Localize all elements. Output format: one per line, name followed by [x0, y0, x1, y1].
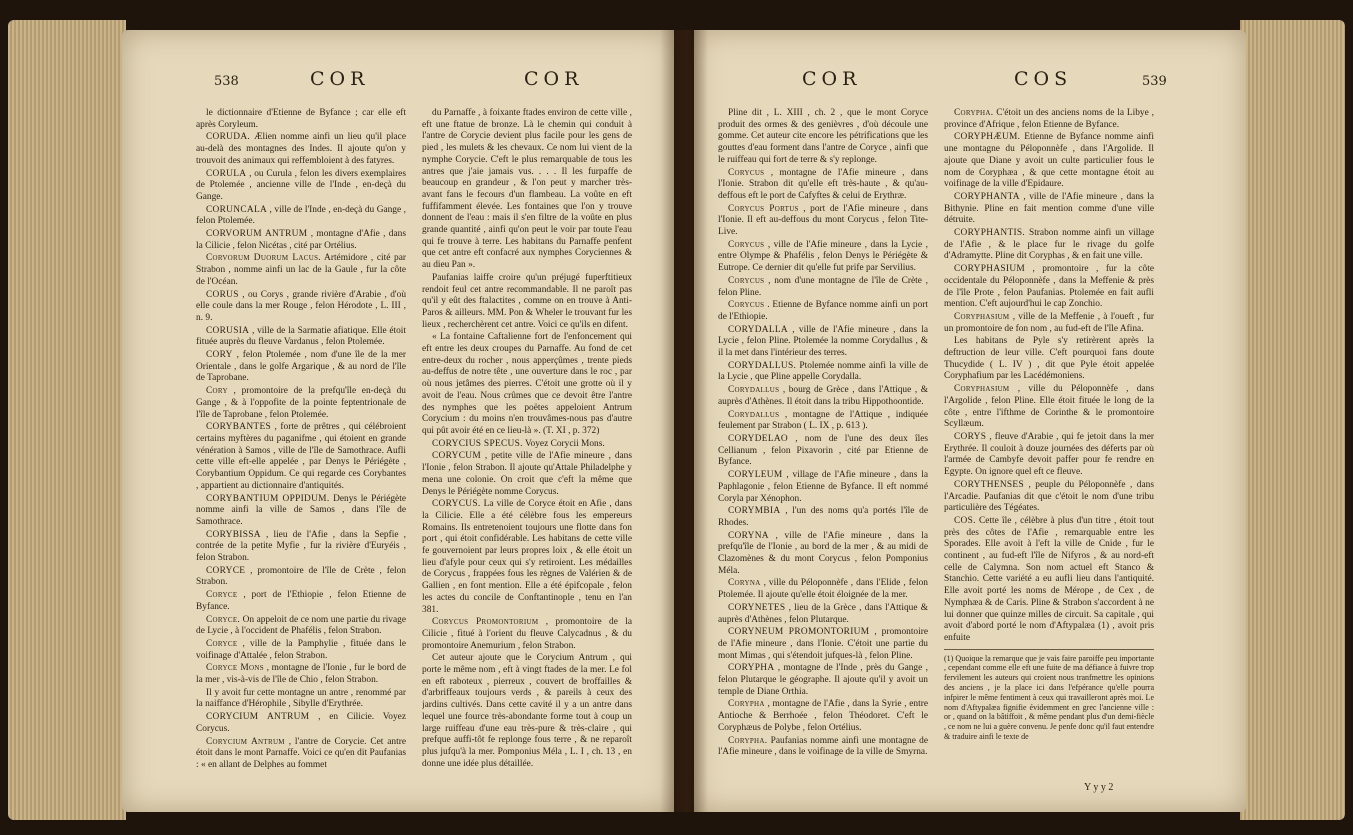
entry-text: Pline dit , L. XIII , ch. 2 , que le mont Coryce produit des ormes & des genièvres , d'où découle une gomme. Cet auteur cite encore les pétrifications que les gouttes d'eau forment dans l'antre de Coryce , ainfi que le ruiffeau qui fort de terre & s'y replonge.: [718, 108, 928, 165]
dictionary-entry: [422, 499, 632, 616]
dictionary-entry: [718, 434, 928, 469]
dictionary-entry: [718, 699, 928, 734]
entry-headword: CORYDALLUS.: [728, 360, 797, 371]
entry-headword: CORYCUS.: [432, 499, 481, 510]
entry-text: , felon Ptolemée , nom d'une île de la mer Orientale , dans le golfe Argarique , & au nord de l'île de Taprobane.: [196, 350, 406, 384]
dictionary-entry: [718, 276, 928, 299]
entry-headword: CORYPHASIUM: [954, 264, 1026, 275]
dictionary-entry: [944, 108, 1154, 131]
left-page-column-1: [196, 108, 406, 796]
entry-headword: CORYDELAO: [728, 433, 788, 444]
dictionary-entry: [196, 615, 406, 638]
entry-text: Denys le Périégète nomme ainfi la ville de Samos , dans l'île de Samothrace.: [196, 493, 406, 527]
dictionary-entry: [718, 385, 928, 408]
dictionary-entry: [718, 361, 928, 384]
footnote: (1) Quoique la remarque que je vais faire paroiffe peu importante , cependant comme elle eft une fuite de ma défiance à fuivre trop fervilement les auteurs qui croient nous tranfmettre les opinions des anciens , je la place ici dans l'efpérance qu'elle pourra infpirer le même fentiment à ceux qui travailleront après moi. Le nom d'Aftypalæa fignifie évidemment en grec l'ancienne ville : or , quand on la bâtiffoit , & même pendant plus d'un demi-fiècle , ce nom ne lui a guère convenu. Je penfe donc qu'il faut entendre & traduire ainfi le texte de: [944, 649, 1154, 742]
entry-text: Cette île , célèbre à plus d'un titre , étoit tout près des côtes de l'Afie , remarquable entre les Sporades. Elle avoit à l'eft la ville de Cnide , fur le continent , au fud-eft l'île de Nifyros , & au nord-eft celle de Calymna. Son nom actuel eft Stanco & Stanchio. Cette variété a eu aufli lieu dans l'antiquité. Elle avoit porté les noms de Mérope , de Cex , de Nymphæa & de Caris. Pline & Strabon s'accordent à ne lui donner que quinze milles de circuit. Sa capitale , qui avoit d'abord porté le nom d'Aftypalæa (1) , avoit pris enfuite: [944, 515, 1154, 643]
entry-text: C'étoit un des anciens noms de la Libye , province d'Afrique , felon Etienne de Byfance.: [944, 108, 1154, 130]
dictionary-entry: [196, 639, 406, 662]
entry-text: , lieu de l'Afie , dans la Sepfie , contrée de la petite Myfie , fur la rivière d'Euryéis , felon Strabon.: [196, 529, 406, 564]
dictionary-entry: [422, 332, 632, 437]
entry-text: Il y avoit fur cette montagne un antre , renommé par la naiffance d'Hérophile , Sibylle d'Erythrée.: [196, 687, 406, 710]
dictionary-entry: [196, 590, 406, 613]
entry-headword: Coryce: [206, 590, 238, 601]
dictionary-entry: [422, 451, 632, 498]
left-page-column-2: [422, 108, 632, 796]
entry-headword: Coryphasium: [954, 311, 1010, 322]
entry-text: , en Cilicie. Voyez Corycus.: [196, 712, 406, 734]
dictionary-entry: [718, 506, 928, 529]
entry-headword: CORYCIUM ANTRUM: [206, 712, 310, 723]
entry-headword: CORUS: [206, 289, 239, 300]
dictionary-entry: [718, 531, 928, 578]
entry-text: du Parnaffe , à foixante ftades environ de cette ville , eft une ftatue de bronze. Là le chemin qui conduit à l'antre de Corycie devient plus facile pour les gens de pied , les mulets & les chevaux. Ce nom lui vient de la nymphe Corycie. C'eft le plus remarquable de tous les antres que j'aie jamais vus. . . . Il les furpaffe de beaucoup en grandeur , & l'on peut y marcher très-avant fans le fecours d'un flambeau. La voûte en eft fuffifamment élevée. Les fontaines que l'on y trouve donnent de l'eau : mais il s'en filtre de la voûte en plus grande quantité , ainfi qu'on peut le voir par toute l'eau qui fe trouve à terre. Les habitans du Parnaffe penfent que cet antre eft confacré aux nymphes Coryciennes & au dieu Pan ».: [422, 108, 632, 271]
dictionary-entry: [196, 530, 406, 565]
entry-text: , montagne de l'Inde , près du Gange , felon Plutarque le géographe. Il ajoute qu'il y avoit un temple de Diane Orthia.: [718, 663, 928, 697]
entry-headword: CORYPHA: [728, 663, 775, 674]
entry-text: , promontoire , fur la côte occidentale du Péloponnèfe , dans la Meffenie & près de l'île Prote , felon Paufanias. Ptolemée en fait aufli mention. C'eft aujourd'hui le cap Zonchio.: [944, 264, 1154, 310]
entry-text: Paufanias laiffe croire qu'un préjugé fuperftitieux rendoit feul cet antre recommandable. Il ne paroît pas qu'il y eût des ftalactites , comme on en trouve à Anti-Paros & ailleurs. MM. Pon & Wheler le trouvant fur les lieux , recherchèrent cet antre. Voici ce qu'ils en difent.: [422, 272, 632, 330]
dictionary-entry: [196, 712, 406, 735]
entry-text: , ville de la Sarmatie afiatique. Elle étoit fituée auprès du fleuve Vardanus , felon Ptolemée.: [196, 325, 406, 348]
entry-headword: COS.: [954, 515, 976, 526]
entry-headword: CORYBISSA: [206, 529, 261, 540]
entry-headword: Corypha.: [954, 108, 994, 118]
entry-text: , petite ville de l'Afie mineure , dans l'Ionie , felon Strabon. Il ajoute qu'Attale Philadelphe y mena une colonie. On croit que c'eft la même que Denys le Périégète nomme Corycus.: [422, 451, 632, 497]
entry-text: , promontoire de l'Afie mineure , dans l'Ionie. C'étoit une partie du mont Mimas , qui s'étendoit jufques-là , felon Pline.: [718, 627, 928, 661]
entry-headword: Corycus: [728, 167, 765, 178]
book-edge-left: [8, 20, 126, 820]
entry-text: Les habitans de Pyle s'y retirèrent après la deftruction de leur ville. C'eft pourquoi fans doute Thucydide ( L. IV ) , dit que Pyle étoit appelée Coryphafium par les Lacédémoniens.: [944, 336, 1154, 382]
entry-text: Cet auteur ajoute que le Corycium Antrum , qui porte le même nom , eft à vingt ftades de la mer. Le fol en eft raboteux , pierreux , couvert de broffailles & d'arbriffeaux toujours verds , & pareils à ceux des jardins cultivés. Dans cette cavité il y a un antre dans lequel une fource très-abondante forme tout à coup un large ruiffeau d'une eau très-pure & très-claire , qui prefque auffi-tôt fe replonge fous terre , & ne reparoît plus jufqu'à la mer. Pomponius Méla , L. I , ch. 13 , en donne une idée plus détaillée.: [422, 653, 632, 769]
entry-headword: CORYBANTIUM OPPIDUM.: [206, 493, 330, 504]
entry-headword: CORYS: [954, 431, 987, 442]
dictionary-entry: [718, 108, 928, 167]
entry-headword: Corvorum Duorum Lacus.: [206, 253, 321, 264]
entry-text: , ville du Péloponnèfe , dans l'Argolide , felon Pline. Elle étoit fituée le long de la côte , entre l'ifthme de Corinthe & le promontoire Scyllæum.: [944, 384, 1154, 430]
book-edge-right: [1240, 20, 1345, 820]
dictionary-entry: [196, 290, 406, 325]
dictionary-entry: [422, 273, 632, 332]
dictionary-entry: [196, 169, 406, 204]
dictionary-entry: [196, 386, 406, 421]
entry-text: Strabon nomme ainfi un village de l'Afie , & le place fur le rivage du golfe d'Adramytte. Pline dit Coryphas , & en fait une ville.: [944, 228, 1154, 262]
entry-text: Paufanias nomme ainfi une montagne de l'Afie mineure , dans le voifinage de la ville de Smyrna.: [718, 735, 928, 758]
entry-headword: Corycus Promontorium: [432, 617, 539, 628]
entry-text: , fleuve d'Arabie , qui fe jetoit dans la mer Erythrée. Il couloit à douze journées des déferts par où l'armée de Cambyfe devoit paffer pour fe rendre en Egypte. On ignore quel eft ce fleuve.: [944, 431, 1154, 478]
entry-text: le dictionnaire d'Etienne de Byfance ; car elle eft après Coryleum.: [196, 108, 406, 130]
dictionary-entry: [196, 326, 406, 349]
entry-text: , montagne de l'Afie , dans la Syrie , entre Antioche & Berrhoée , felon Théodoret. C'eft le Coryphæus de Polybe , felon Ortélius.: [718, 699, 928, 733]
dictionary-entry: [944, 264, 1154, 311]
entry-headword: CORY: [206, 350, 233, 361]
dictionary-entry: [718, 204, 928, 239]
entry-text: , port de l'Ethiopie , felon Etienne de Byfance.: [196, 590, 406, 612]
entry-headword: Corycus: [728, 300, 765, 311]
dictionary-entry: [196, 132, 406, 167]
entry-headword: Coryce.: [206, 614, 241, 625]
entry-text: . Etienne de Byfance nomme ainfi un port de l'Ethiopie.: [718, 300, 928, 322]
right-page-header: [694, 66, 1246, 94]
dictionary-entry: [718, 240, 928, 275]
dictionary-entry: [944, 228, 1154, 263]
left-page-header: [122, 66, 674, 94]
entry-text: , montagne de l'Ionie , fur le bord de la mer , vis-à-vis de l'île de Chio , felon Strabon.: [196, 663, 406, 686]
dictionary-entry: [196, 205, 406, 228]
entry-headword: CORYCIUS SPECUS.: [432, 438, 523, 449]
entry-headword: Coryna: [728, 578, 761, 589]
entry-headword: Corydallus: [728, 409, 780, 420]
entry-text: , l'un des noms qu'a portés l'île de Rhodes.: [718, 506, 928, 528]
entry-text: On appeloit de ce nom une partie du rivage de Lycie , à l'occident de Phafélis , felon Strabon.: [196, 614, 406, 637]
entry-headword: CORYPHÆUM.: [954, 132, 1021, 143]
dictionary-entry: [196, 494, 406, 529]
entry-text: Ptolemée nomme ainfi la ville de la Lycie , que Pline appelle Corydalla.: [718, 360, 928, 383]
dictionary-entry: [718, 663, 928, 698]
entry-text: , nom de l'une des deux îles Cellianum , felon Pixavorin , cité par Etienne de Byfance.: [718, 433, 928, 468]
dictionary-entry: [196, 229, 406, 252]
entry-text: , forte de prêtres , qui célébroient certains myftères du paganifme , qui étoient en grande vénération à Samos , ville de l'île de Samothrace. Aufli cette ville eft-elle appelée , par Denys le Périégète , Corybantium Oppidum. Ce qui regarde ces Corybantes , appartient au dictionnaire d'antiquités.: [196, 422, 406, 491]
entry-text: , ville de la Pamphylie , fituée dans le voifinage d'Attalée , felon Strabon.: [196, 638, 406, 661]
entry-text: , montagne de l'Afie mineure , dans l'Ionie. Strabon dit qu'elle eft très-haute , & qu'au-deffous eft le port de Cafyftes & celui de Erythræ.: [718, 167, 928, 201]
dictionary-entry: [422, 653, 632, 770]
dictionary-entry: [196, 108, 406, 131]
entry-text: « La fontaine Caftalienne fort de l'enfoncement qui eft entre les deux croupes du Parnaffe. Au fond de cet entre-deux du rocher , nous apperçûmes , trente pieds au-deffus de notre tête , une ouverture dans le roc , par où nous jetâmes des pierres. C'étoit une grotte où il y avoit de l'eau. Nous crûmes que ce devoit être l'antre des nymphes que les poëtes appeloient Antrum Corycium : du moins n'en trouvâmes-nous pas d'autre qui pût avoir été en ce lieu-là ». (T. XI , p. 372): [422, 332, 632, 436]
entry-text: , bourg de Grèce , dans l'Attique , & auprès d'Athènes. Il étoit dans la tribu Hippothoontide.: [718, 385, 928, 407]
entry-text: , ville de l'Inde , en-deçà du Gange , felon Ptolemée.: [196, 204, 406, 227]
entry-headword: CORVORUM ANTRUM: [206, 229, 308, 240]
dictionary-entry: [196, 350, 406, 385]
entry-headword: Cory: [206, 386, 228, 397]
entry-text: , promontoire de la prefqu'île en-deçà du Gange , & à l'oppofite de la pointe feptentrionale de l'île de Taprobane , felon Ptolemée.: [196, 386, 406, 420]
entry-headword: CORYNEUM PROMONTORIUM: [728, 627, 870, 638]
signature-mark: Y y y 2: [1084, 782, 1114, 793]
dictionary-entry: [196, 566, 406, 589]
entry-headword: CORULA: [206, 168, 247, 179]
dictionary-entry: [422, 108, 632, 272]
entry-text: Etienne de Byfance nomme ainfi une montagne du Péloponnèfe , dans l'Argolide. Il ajoute que Diane y avoit un culte particulier fous le nom de Coryphæa , & que cette montagne étoit au voifinage de la ville d'Epidaure.: [944, 132, 1154, 190]
running-head-left: COR: [310, 68, 370, 90]
entry-text: , l'antre de Corycie. Cet antre étoit dans le mont Parnaffe. Voici ce qu'en dit Paufanias : « en allant de Delphes au fommet: [196, 736, 406, 770]
entry-headword: CORUNCALA: [206, 204, 268, 215]
entry-text: , promontoire de l'île de Crète , felon Strabon.: [196, 565, 406, 588]
dictionary-entry: [718, 410, 928, 433]
entry-text: , port de l'Afie mineure , dans l'Ionie. Il eft au-deffous du mont Corycus , felon Tite-Live.: [718, 203, 928, 238]
dictionary-entry: [944, 384, 1154, 431]
entry-headword: CORYPHANTIS.: [954, 228, 1026, 239]
entry-headword: Corypha: [728, 699, 765, 710]
entry-text: , ville du Péloponnèfe , dans l'Elide , felon Ptolemée. Il ajoute qu'elle étoit éloignée de la mer.: [718, 578, 928, 601]
entry-headword: CORUDA.: [206, 132, 251, 143]
entry-headword: CORYCE: [206, 565, 246, 576]
dictionary-entry: [944, 432, 1154, 479]
entry-headword: CORYTHENSES: [954, 479, 1024, 490]
dictionary-entry: [422, 439, 632, 451]
dictionary-entry: [718, 627, 928, 662]
entry-headword: CORUSIA: [206, 325, 250, 336]
entry-headword: Corycium Antrum: [206, 736, 285, 747]
entry-headword: CORYCUM: [432, 451, 481, 462]
dictionary-entry: [718, 470, 928, 505]
dictionary-entry: [944, 312, 1154, 335]
entry-headword: CORYNETES: [728, 602, 786, 613]
dictionary-entry: [944, 336, 1154, 383]
left-page: [122, 30, 674, 812]
dictionary-entry: [196, 253, 406, 288]
entry-headword: CORYMBIA: [728, 506, 781, 517]
entry-headword: Corydallus: [728, 385, 780, 396]
entry-text: , montagne de l'Attique , indiquée feulement par Strabon ( L. IX , p. 613 ).: [718, 409, 928, 432]
entry-headword: Coryce Mons: [206, 663, 264, 674]
dictionary-entry: [422, 617, 632, 652]
dictionary-entry: [718, 325, 928, 360]
entry-headword: CORYNA: [728, 530, 769, 541]
dictionary-entry: [718, 603, 928, 626]
running-head-right: COR: [524, 68, 584, 90]
entry-text: , lieu de la Grèce , dans l'Attique & auprès d'Athènes , felon Plutarque.: [718, 602, 928, 625]
entry-text: , ou Corys , grande rivière d'Arabie , d'où elle coule dans la mer Rouge , felon Hérodote , L. III , n. 9.: [196, 289, 406, 323]
entry-headword: Corycus: [728, 275, 765, 286]
entry-headword: CORYDALLA: [728, 324, 788, 335]
entry-headword: CORYPHANTA: [954, 191, 1020, 202]
entry-text: , village de l'Afie mineure , dans la Paphlagonie , felon Etienne de Byfance. Il eft nommé Coryla par Xénophon.: [718, 470, 928, 504]
entry-headword: Corycus Portus: [728, 203, 799, 214]
entry-headword: CORYBANTES: [206, 422, 271, 433]
dictionary-entry: [944, 516, 1154, 645]
dictionary-entry: [196, 737, 406, 772]
entry-text: , nom d'une montagne de l'île de Crète , felon Pline.: [718, 275, 928, 298]
dictionary-entry: [944, 480, 1154, 515]
right-page: [694, 30, 1246, 812]
dictionary-entry: [196, 663, 406, 686]
entry-text: , ville de la Meffenie , à l'oueft , fur un promontoire de fon nom , au fud-eft de l'île Afina.: [944, 311, 1154, 334]
entry-text: , promontoire de la Cilicie , fitué à l'orient du fleuve Calycadnus , & du promontoire Anemurium , felon Strabon.: [422, 617, 632, 651]
dictionary-entry: [944, 192, 1154, 227]
dictionary-entry: [718, 168, 928, 203]
right-page-column-2: [944, 108, 1154, 764]
entry-text: , montagne d'Afie , dans la Cilicie , felon Nicétas , cité par Ortélius.: [196, 229, 406, 251]
entry-headword: Corypha.: [728, 735, 768, 746]
entry-text: La ville de Coryce étoit en Afie , dans la Cilicie. Elle a été célèbre fous les empereurs Romains. Ils entretenoient toujours une flotte dans fon port , qui étoit confidérable. Les habitans de cette ville fe gouvernoient par leurs propres loix , & elle étoit un lieu d'afyle pour ceux qui s'y retiroient. Les médailles de Corycus , frappées fous les règnes de Valérien & de Gallien , en font mention. Elle a été épifcopale , felon les actes du concile de Conftantinople , tenu en l'an 381.: [422, 499, 632, 615]
page-number: 539: [1142, 74, 1167, 89]
dictionary-entry: [718, 578, 928, 601]
entry-headword: Coryce: [206, 638, 238, 649]
entry-text: , ville de l'Afie mineure , dans la Lycie , entre Olympe & Phafélis , felon Denys le Périégète & Eutrope. Ce dernier dit qu'elle fut prife par Servilius.: [718, 239, 928, 274]
dictionary-entry: [196, 422, 406, 492]
entry-text: , ou Curula , felon les divers exemplaires de Ptolemée , ancienne ville de l'Inde , en-deçà du Gange.: [196, 168, 406, 202]
running-head-right: COS: [1014, 68, 1073, 90]
dictionary-entry: [944, 132, 1154, 191]
entry-text: , ville de l'Afie mineure , dans la Bithynie. Pline en fait mention comme d'une ville détruite.: [944, 191, 1154, 226]
right-page-column-1: [718, 108, 928, 796]
page-number: 538: [214, 74, 239, 89]
entry-headword: CORYLEUM: [728, 470, 783, 481]
dictionary-entry: [718, 736, 928, 759]
dictionary-entry: [718, 300, 928, 323]
entry-text: , ville de l'Afie mineure , dans la prefqu'île de l'Ionie , au bord de la mer , & au midi de Clazomènes & du mont Corycus , felon Pomponius Méla.: [718, 530, 928, 576]
running-head-left: COR: [802, 68, 862, 90]
entry-text: Voyez Corycii Mons.: [524, 438, 605, 449]
entry-headword: Coryphasium: [954, 384, 1010, 395]
entry-text: , ville de l'Afie mineure , dans la Lycie , felon Pline. Ptolemée la nomme Corydallus , & il la met dans l'intérieur des terres.: [718, 324, 928, 359]
entry-text: , peuple du Péloponnèfe , dans l'Arcadie. Paufanias dit que c'étoit le nom d'une tribu particulière des Tégéates.: [944, 479, 1154, 514]
dictionary-entry: [196, 688, 406, 711]
entry-text: Artémidore , cité par Strabon , nomme ainfi un lac de la Gaule , fur la côte de l'Océan.: [196, 253, 406, 287]
entry-headword: Corycus: [728, 239, 765, 250]
entry-text: Ælien nomme ainfi un lieu qu'il place au-delà des montagnes des Indes. Il ajoute qu'on y trouvoit des animaux qui reffembloient à des fatyres.: [196, 132, 406, 166]
